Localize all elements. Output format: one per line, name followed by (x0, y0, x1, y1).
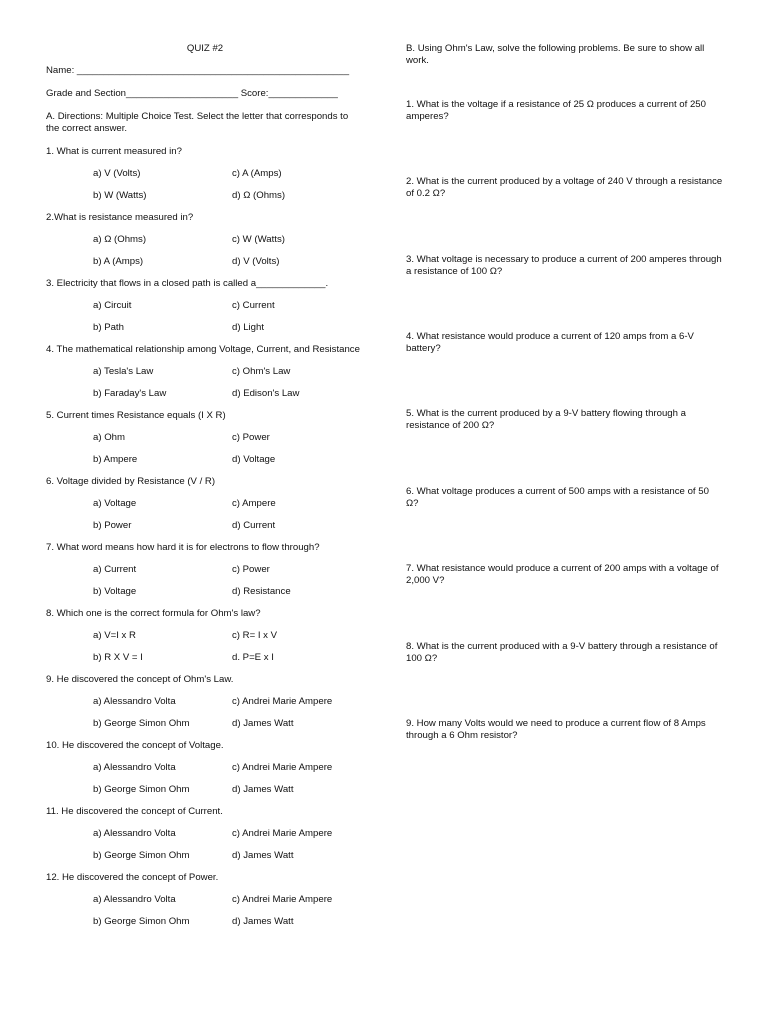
problem-item: 9. How many Volts would we need to produce a current flow of 8 Amps through a 6 Ohm resistor? (406, 718, 706, 741)
answer-option: c) Andrei Marie Ampere (232, 894, 333, 905)
answer-option: b) Power (93, 520, 132, 531)
multiple-choice-questions (46, 146, 364, 928)
answer-option: a) V (Volts) (93, 168, 141, 179)
answer-options (93, 894, 364, 928)
answer-option: d. P=E x I (232, 652, 274, 663)
problem-item: 6. What voltage produces a current of 500 amps with a resistance of 50 Ω? (406, 486, 709, 509)
answer-options (93, 762, 364, 796)
answer-option: c) Andrei Marie Ampere (232, 696, 333, 707)
question-text: 5. Current times Resistance equals (I X R) (46, 410, 226, 421)
question (46, 410, 364, 466)
answer-option: c) Ampere (232, 498, 276, 509)
answer-option: c) Power (232, 564, 270, 575)
question (46, 344, 364, 400)
answer-option: a) Ohm (93, 432, 125, 443)
question-text: 7. What word means how hard it is for electrons to flow through? (46, 542, 320, 553)
problem-item: 7. What resistance would produce a current of 200 amps with a voltage of 2,000 V? (406, 563, 719, 586)
answer-option: b) W (Watts) (93, 190, 147, 201)
answer-options (93, 630, 364, 664)
problem-item: 3. What voltage is necessary to produce a current of 200 amperes through a resistance of 100 Ω? (406, 254, 722, 277)
answer-option: a) Voltage (93, 498, 137, 509)
answer-option: a) Alessandro Volta (93, 894, 176, 905)
answer-option: c) R= I x V (232, 630, 278, 641)
part-b-directions: B. Using Ohm's Law, solve the following problems. Be sure to show all work. (406, 43, 705, 66)
answer-option: a) Current (93, 564, 137, 575)
answer-option: b) Path (93, 322, 124, 333)
answer-option: c) Andrei Marie Ampere (232, 762, 333, 773)
question-text: 3. Electricity that flows in a closed path is called a_____________. (46, 278, 329, 289)
answer-option: b) George Simon Ohm (93, 718, 190, 729)
answer-option: c) Power (232, 432, 270, 443)
problem-item: 2. What is the current produced by a voltage of 240 V through a resistance of 0.2 Ω? (406, 176, 723, 199)
answer-options (93, 366, 364, 400)
answer-option: a) V=I x R (93, 630, 136, 641)
problem-item: 5. What is the current produced by a 9-V battery flowing through a resistance of 200 Ω? (406, 408, 686, 431)
answer-option: b) George Simon Ohm (93, 784, 190, 795)
answer-options (93, 564, 364, 598)
answer-option: d) James Watt (232, 784, 294, 795)
question-text: 8. Which one is the correct formula for Ohm's law? (46, 608, 261, 619)
question-text: 1. What is current measured in? (46, 146, 182, 157)
part-b-column (406, 43, 724, 741)
answer-options (93, 168, 364, 202)
answer-option: c) Current (232, 300, 275, 311)
question (46, 146, 364, 202)
answer-option: a) Tesla's Law (93, 366, 154, 377)
answer-option: d) James Watt (232, 916, 294, 927)
name-field: Name: ___________________________________________________ (46, 65, 350, 76)
answer-option: d) James Watt (232, 850, 294, 861)
answer-option: a) Alessandro Volta (93, 696, 176, 707)
answer-options (93, 234, 364, 268)
quiz-title: QUIZ #2 (186, 43, 224, 54)
answer-option: d) Voltage (232, 454, 276, 465)
question-text: 9. He discovered the concept of Ohm's Law. (46, 674, 234, 685)
answer-options (93, 696, 364, 730)
answer-option: d) V (Volts) (232, 256, 280, 267)
answer-option: a) Ω (Ohms) (93, 234, 147, 245)
answer-option: a) Alessandro Volta (93, 762, 176, 773)
answer-option: c) Ohm's Law (232, 366, 291, 377)
answer-option: b) A (Amps) (93, 256, 144, 267)
answer-option: c) Andrei Marie Ampere (232, 828, 333, 839)
question-text: 6. Voltage divided by Resistance (V / R) (46, 476, 216, 487)
question (46, 278, 364, 334)
answer-option: a) Circuit (93, 300, 132, 311)
question (46, 476, 364, 532)
question (46, 608, 364, 664)
question (46, 872, 364, 928)
answer-option: c) A (Amps) (232, 168, 282, 179)
answer-option: b) George Simon Ohm (93, 850, 190, 861)
answer-options (93, 498, 364, 532)
answer-option: c) W (Watts) (232, 234, 285, 245)
problem-item: 8. What is the current produced with a 9-V battery through a resistance of 100 Ω? (406, 641, 718, 664)
question-text: 10. He discovered the concept of Voltage. (46, 740, 224, 751)
problem-item: 1. What is the voltage if a resistance of 25 Ω produces a current of 250 amperes? (406, 99, 706, 122)
question (46, 674, 364, 730)
question (46, 740, 364, 796)
answer-option: a) Alessandro Volta (93, 828, 176, 839)
answer-option: b) Faraday's Law (93, 388, 167, 399)
answer-option: d) James Watt (232, 718, 294, 729)
problem-item: 4. What resistance would produce a current of 120 amps from a 6-V battery? (406, 331, 694, 354)
answer-option: b) Ampere (93, 454, 138, 465)
question (46, 212, 364, 268)
part-a-directions: A. Directions: Multiple Choice Test. Select the letter that corresponds to the correct answer. (46, 111, 349, 134)
answer-option: d) Light (232, 322, 264, 333)
question (46, 806, 364, 862)
answer-option: d) Resistance (232, 586, 291, 597)
question (46, 542, 364, 598)
question-text: 2.What is resistance measured in? (46, 212, 194, 223)
answer-option: d) Edison's Law (232, 388, 300, 399)
answer-options (93, 300, 364, 334)
answer-option: b) George Simon Ohm (93, 916, 190, 927)
part-a-column (46, 43, 364, 938)
answer-options (93, 432, 364, 466)
answer-option: d) Current (232, 520, 276, 531)
question-text: 12. He discovered the concept of Power. (46, 872, 219, 883)
question-text: 11. He discovered the concept of Current. (46, 806, 223, 817)
grade-score-field: Grade and Section_____________________ Score:_____________ (46, 88, 338, 99)
question-text: 4. The mathematical relationship among Voltage, Current, and Resistance (46, 344, 360, 355)
answer-option: d) Ω (Ohms) (232, 190, 286, 201)
answer-option: b) R X V = I (93, 652, 143, 663)
answer-options (93, 828, 364, 862)
answer-option: b) Voltage (93, 586, 137, 597)
